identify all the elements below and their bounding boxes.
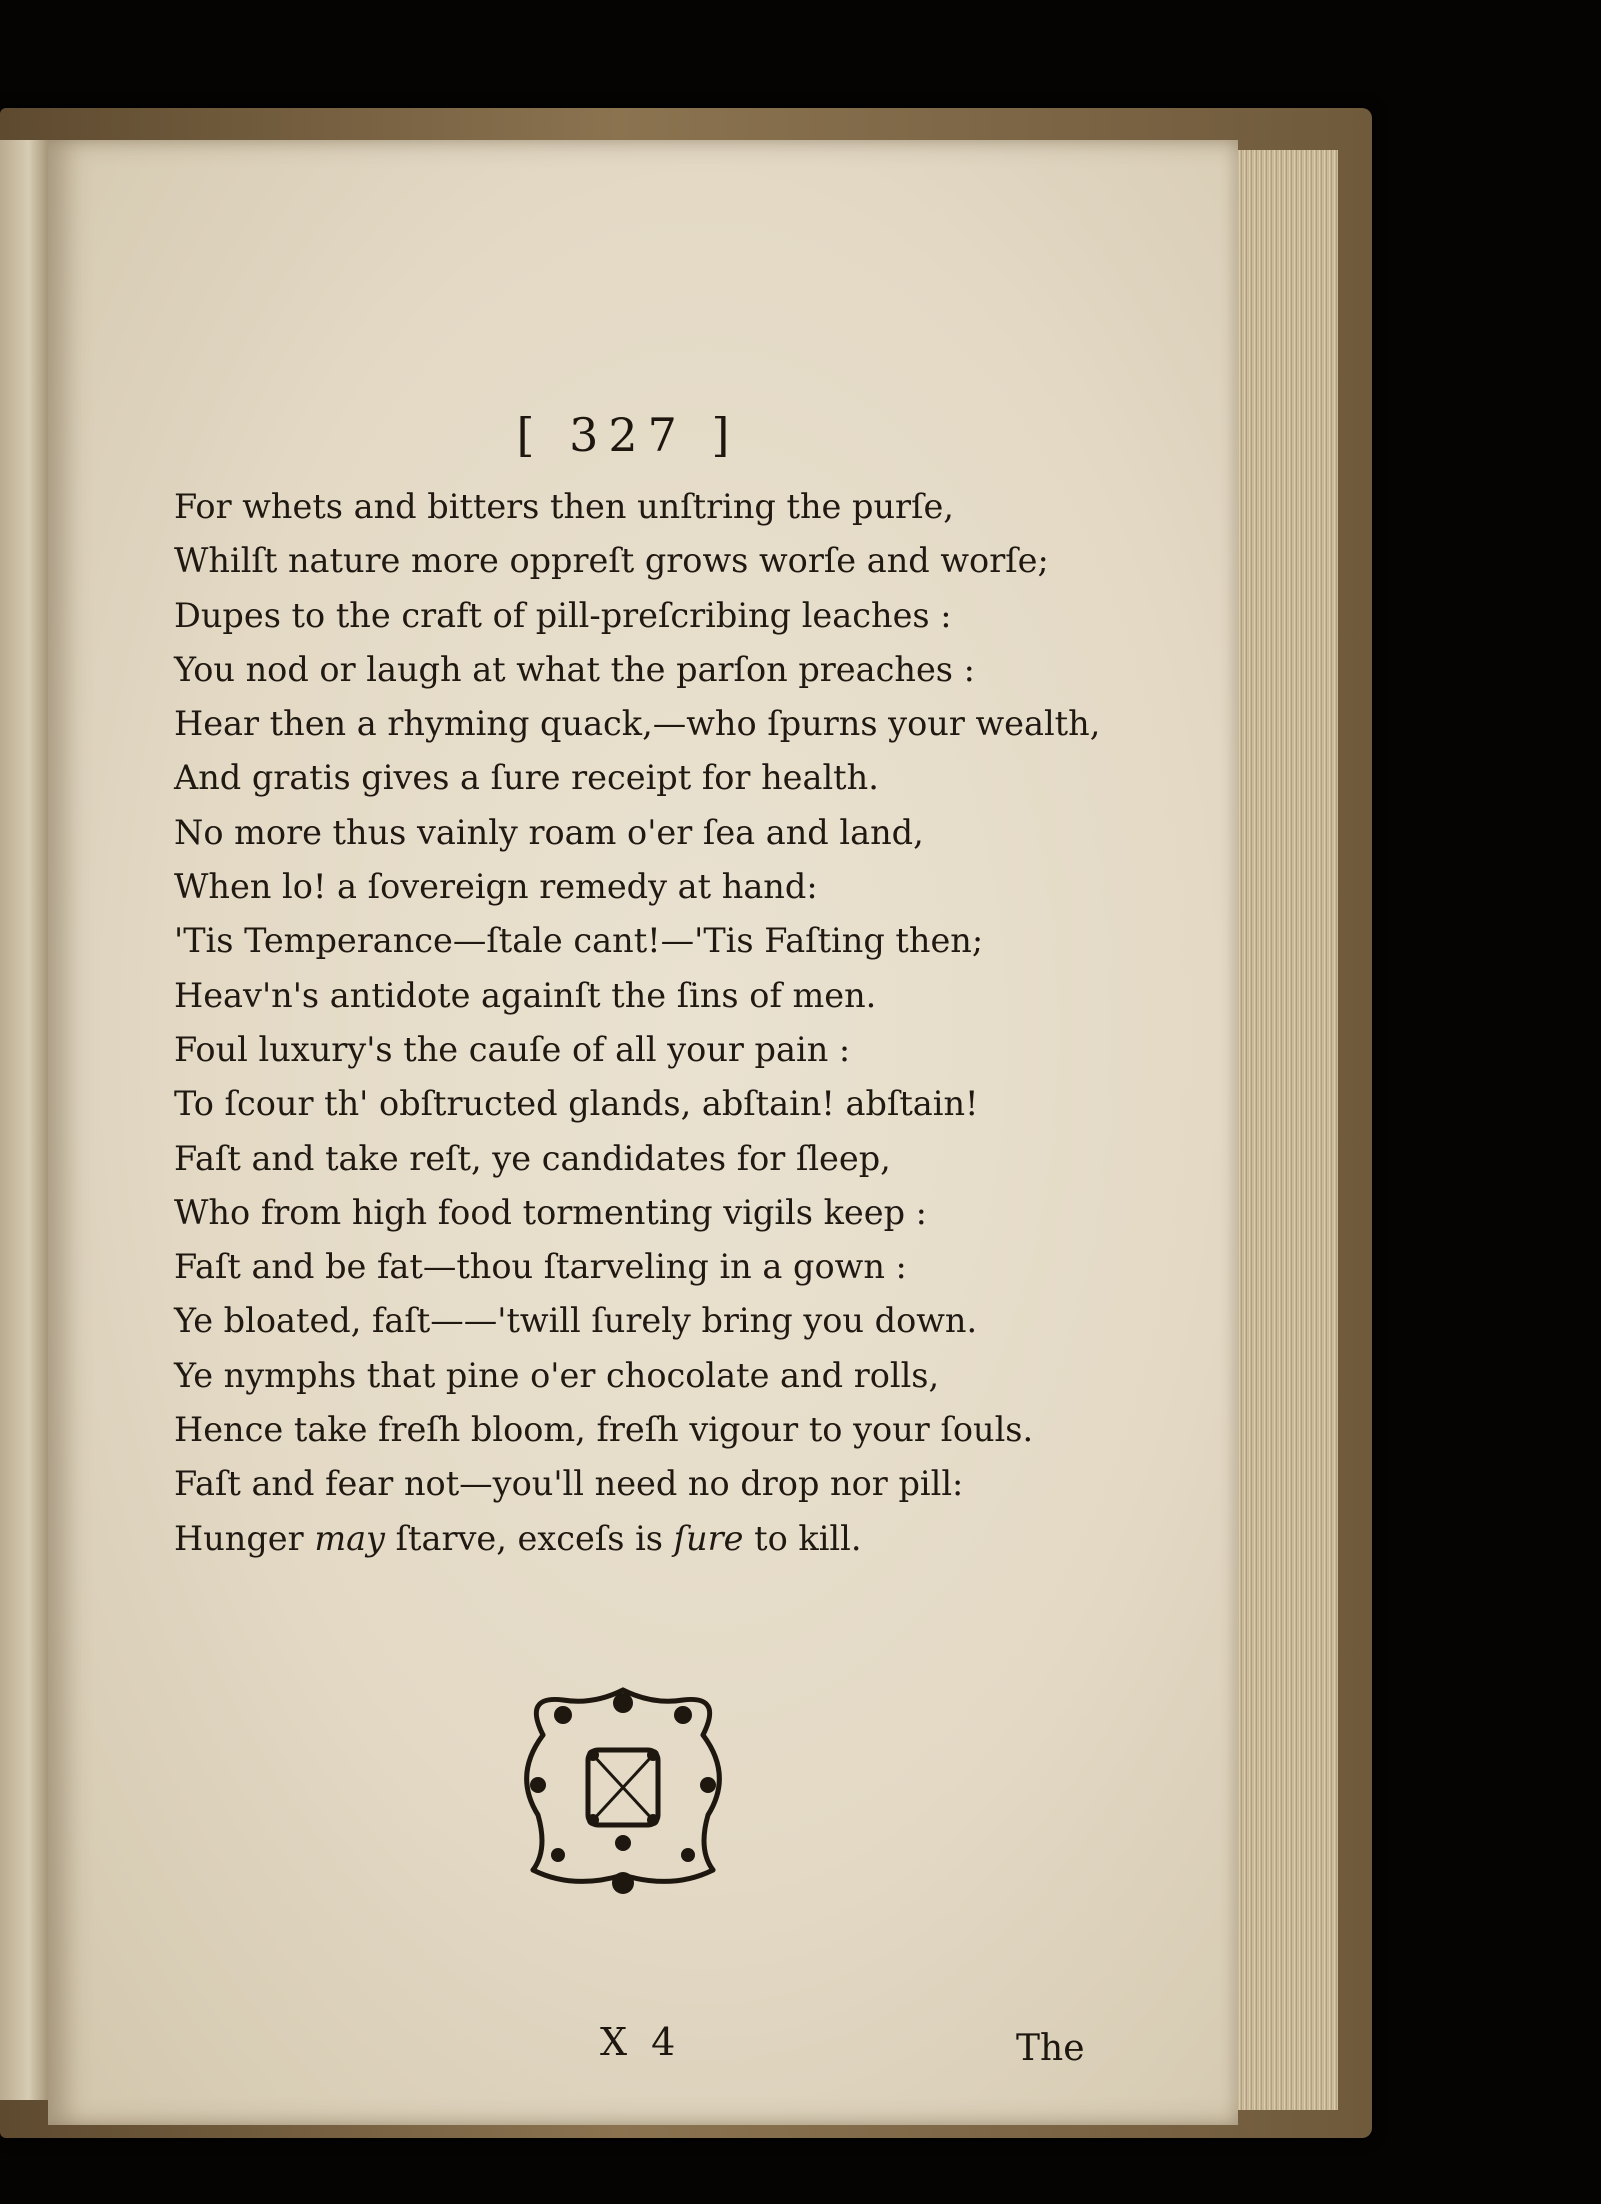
poem-line: Faſt and be fat—thou ſtarveling in a gown : <box>174 1247 907 1287</box>
poem-line: Dupes to the craft of pill-preſcribing leaches : <box>174 595 952 635</box>
poem-line: You nod or laugh at what the parſon preaches : <box>174 649 975 689</box>
last-line-part: to kill. <box>743 1518 862 1558</box>
poem-line: Faſt and fear not—you'll need no drop nor pill: <box>174 1464 964 1504</box>
page-number: [ 327 ] <box>516 408 740 462</box>
poem-line: Ye bloated, faſt——'twill ſurely bring you down. <box>174 1301 978 1341</box>
italic-word-may: may <box>314 1518 385 1558</box>
poem-line: And gratis gives a ſure receipt for health. <box>174 758 879 798</box>
poem-line: Whilſt nature more oppreſt grows worſe and worſe; <box>174 541 1049 581</box>
poem-line: Hear then a rhyming quack,—who ſpurns your wealth, <box>174 704 1101 744</box>
poem-line: Who from high food tormenting vigils keep : <box>174 1192 927 1232</box>
poem-line: To ſcour th' obſtructed glands, abſtain! abſtain! <box>174 1084 979 1124</box>
poem-line: Ye nymphs that pine o'er chocolate and rolls, <box>174 1355 940 1395</box>
last-line-part: ſtarve, exceſs is <box>384 1518 674 1558</box>
page-stack-edges <box>1238 150 1338 2110</box>
poem-line: When lo! a ſovereign remedy at hand: <box>174 867 818 907</box>
poem-line: Faſt and take reſt, ye candidates for ſleep, <box>174 1138 891 1178</box>
last-line-part: Hunger <box>174 1518 315 1558</box>
poem-last-line <box>174 1512 1094 1566</box>
poem-line: Heav'n's antidote againſt the ſins of men. <box>174 975 877 1015</box>
italic-word-sure: ſure <box>673 1518 744 1558</box>
signature-mark: X 4 <box>600 2020 682 2064</box>
poem-line: 'Tis Temperance—ſtale cant!—'Tis Faſting then; <box>174 921 984 961</box>
left-page-edge <box>0 140 48 2100</box>
poem-line: Foul luxury's the cauſe of all your pain : <box>174 1029 851 1069</box>
poem-line: For whets and bitters then unſtring the purſe, <box>174 487 954 526</box>
poem-line: Hence take freſh bloom, freſh vigour to your ſouls. <box>174 1410 1034 1450</box>
book-page <box>48 140 1238 2125</box>
poem-text <box>174 480 1101 1566</box>
poem-line: No more thus vainly roam o'er ſea and land, <box>174 812 924 852</box>
floral-cartouche-icon <box>503 1675 743 1905</box>
catchword: The <box>1016 2028 1085 2069</box>
